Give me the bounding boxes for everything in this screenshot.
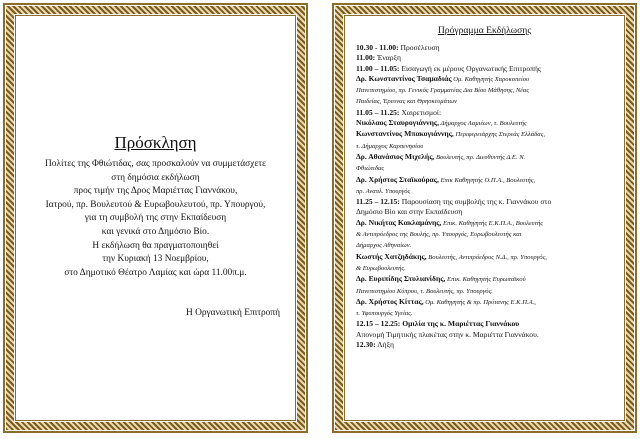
program-line-bold: 11.00: bbox=[356, 53, 376, 63]
program-line-text: Απονομή Τιμητικής πλακέτας στην κ. Μαριέττα Γιαννάκου. bbox=[356, 329, 539, 339]
program-line-bold: 12.15 – 12.25: Ομιλία της κ. Μαριέττας Γιαννάκου bbox=[356, 319, 520, 329]
program-line-bold: Νικόλαος Σταυρογιάννης, bbox=[356, 118, 439, 128]
program-line bbox=[356, 85, 613, 96]
program-line bbox=[356, 74, 613, 85]
invitation-page bbox=[3, 3, 308, 433]
program-line-text: Επικ. Καθηγητής Ε.Κ.Π.Α., Βουλευτής bbox=[441, 219, 543, 227]
invitation-line: στη δημόσια εκδήλωση bbox=[111, 172, 200, 183]
program-line-text: Ομ. Καθηγητής Χαροκοπείου bbox=[451, 75, 530, 83]
program-line bbox=[356, 319, 613, 329]
program-line-text: Δήμαρχος Αθηναίων. bbox=[356, 242, 412, 250]
program-line-text: Επικ Καθηγητής Ο.Π.Α., Βουλευτής, bbox=[438, 176, 536, 184]
program-line-text: Βουλευτής, πρ. Διευθυντής Δ.Ε. Ν. bbox=[434, 153, 526, 161]
program-line bbox=[356, 274, 613, 285]
program-line bbox=[356, 263, 613, 274]
program-line-bold: Δρ. Χρήστος Κίττας, bbox=[356, 296, 424, 306]
program-line-text: & Ευρωβουλευτής. bbox=[356, 264, 406, 272]
invitation-body bbox=[25, 158, 286, 280]
program-line bbox=[356, 207, 613, 217]
program-line bbox=[356, 129, 613, 140]
invitation-line: Πολίτες της Φθιώτιδας, σας προσκαλούν να συμμετάσχετε bbox=[45, 159, 266, 169]
program-line-text: Εισαγωγή εκ μέρους Οργανωτικής Επιτροπής bbox=[399, 63, 541, 73]
invitation-line: Η εκδήλωση θα πραγματοποιηθεί bbox=[92, 240, 219, 251]
invitation-line: και γενικά στο Δημόσιο Βίο. bbox=[101, 226, 210, 237]
program-line-text: Δήμαρχος Λαμιέων, τ. Βουλευτής bbox=[439, 120, 527, 128]
program-line bbox=[356, 340, 613, 350]
program-line-text: τ. Υφυπουργός Υγείας. bbox=[356, 310, 413, 318]
program-line bbox=[356, 240, 613, 251]
program-line-text: τ. Δήμαρχος Καρπενησίου bbox=[356, 142, 424, 150]
program-line-text: Παιδείας, Έρευνας και Θρησκευμάτων bbox=[356, 98, 458, 106]
program-line bbox=[356, 229, 613, 240]
program-line bbox=[356, 175, 613, 186]
program-line bbox=[356, 186, 613, 197]
program-line bbox=[356, 141, 613, 152]
program-line bbox=[356, 64, 613, 74]
program-line-text: πρ. Αναπλ. Υπουργός bbox=[356, 187, 411, 195]
program-list bbox=[356, 43, 613, 350]
program-line bbox=[356, 53, 613, 63]
program-line-text: Χαιρετισμοί: bbox=[399, 107, 442, 117]
program-line-text: Πανεπιστημίου Κύπρου, τ. Βουλευτής, πρ. Υπουργός. bbox=[356, 287, 493, 295]
program-line bbox=[356, 96, 613, 107]
program-line bbox=[356, 252, 613, 263]
program-title: Πρόγραμμα Εκδήλωσης bbox=[437, 25, 532, 36]
program-line-text: Δημόσιο Βίο και στην Εκπαίδευση bbox=[356, 207, 463, 217]
program-line-bold: Δρ. Νικήτας Κακλαμάνης, bbox=[356, 217, 442, 227]
program-line-text: Επικ. Καθηγητής Ευρωπαϊκού bbox=[445, 276, 526, 284]
program-line-bold: 11.00 – 11.05: bbox=[356, 63, 400, 73]
program-line-text: & Αντιπρόεδρος της Βουλής, πρ. Υπουργός, Ευρωβουλευτής και bbox=[356, 231, 522, 239]
program-line-bold: Δρ. Ευριπίδης Στυλιανίδης, bbox=[356, 274, 446, 284]
invitation-title: Πρόσκληση bbox=[114, 133, 197, 152]
program-line-text: Λήξη bbox=[375, 340, 394, 350]
program-line-bold: 11.25 – 12.15: bbox=[356, 197, 400, 207]
program-line-text: Φθιώτιδας bbox=[356, 165, 385, 173]
program-line-text: Βουλευτής, Αντιπρόεδρος Ν.Δ., πρ. Υπουργός, bbox=[426, 253, 547, 261]
program-line bbox=[356, 118, 613, 129]
program-line bbox=[356, 218, 613, 229]
program-line bbox=[356, 297, 613, 308]
invitation-line: Ιατρού, πρ. Βουλευτού & Ευρωβουλευτού, πρ. Υπουργού, bbox=[45, 199, 266, 210]
program-line-bold: 10.30 - 11.00: bbox=[356, 43, 399, 52]
program-line-bold: Δρ. Χρήστος Σταϊκούρας, bbox=[356, 174, 439, 184]
invitation-signature: Η Οργανωτική Επιτροπή bbox=[185, 308, 280, 318]
program-line bbox=[356, 43, 613, 53]
program-line-text: Προσέλευση bbox=[398, 43, 440, 52]
invitation-line: στο Δημοτικό Θέατρο Λαμίας και ώρα 11.00π.μ. bbox=[64, 267, 247, 278]
invitation-line: προς τιμήν της Δρος Μαριέττας Γιαννάκου, bbox=[73, 186, 238, 197]
program-line-bold: Δρ. Αθανάσιος Μιχελής, bbox=[356, 151, 435, 161]
program-line bbox=[356, 163, 613, 174]
program-line bbox=[356, 330, 613, 340]
program-line-text: Περιφερειάρχης Στερεάς Ελλάδας, bbox=[453, 131, 546, 139]
program-line-bold: Κωνσταντίνος Μπακογιάννης, bbox=[356, 129, 454, 139]
program-line bbox=[356, 108, 613, 118]
program-line bbox=[356, 197, 613, 207]
invitation-line: την Κυριακή 13 Νοεμβρίου, bbox=[102, 254, 209, 265]
program-line-bold: 12.30: bbox=[356, 340, 376, 350]
program-line bbox=[356, 286, 613, 297]
program-line-bold: Κωστής Χατζηδάκης, bbox=[356, 251, 427, 261]
program-line-bold: 11.05 – 11.25: bbox=[356, 107, 400, 117]
program-page bbox=[332, 3, 637, 433]
program-line-text: Ομ. Καθηγητής & πρ. Πρύτανης Ε.Κ.Π.Α., bbox=[423, 298, 536, 306]
program-line bbox=[356, 152, 613, 163]
program-line-text: Έναρξη bbox=[375, 53, 401, 63]
program-line-bold: Δρ. Κωνσταντίνος Τσαμαδιάς bbox=[356, 73, 452, 83]
invitation-line: για τη συμβολή της στην Εκπαίδευση bbox=[84, 213, 227, 224]
program-line-text: Πανεπιστημίου, πρ. Γενικός Γραμματέας Δια Βίου Μάθησης, Νέας bbox=[356, 87, 530, 95]
program-line-text: Παρουσίαση της συμβολής της κ. Γιαννάκου στο bbox=[399, 197, 552, 207]
program-line bbox=[356, 308, 613, 319]
